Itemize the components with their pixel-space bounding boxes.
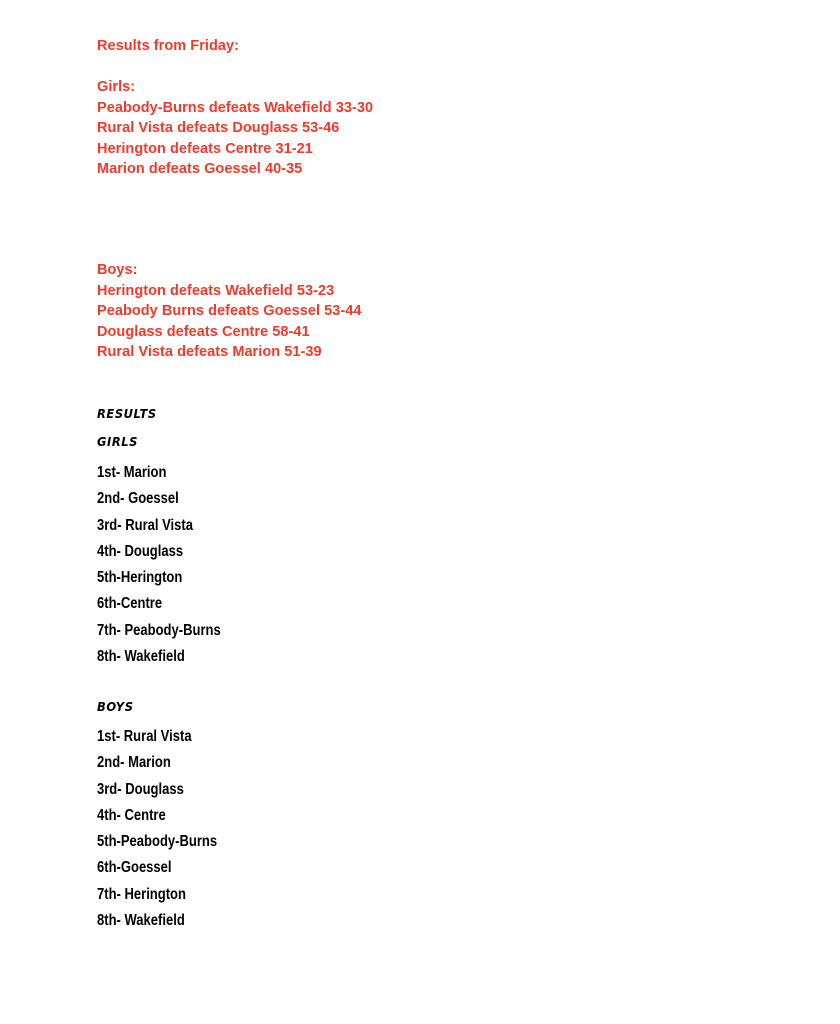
game-result: Douglass defeats Centre 58-41 [97,323,310,340]
standing-item: 3rd- Rural Vista [97,516,194,534]
friday-girls-section [97,77,373,180]
standing-item: 8th- Wakefield [97,912,185,930]
boys-standings-heading: BOYS [97,699,134,714]
standing-item: 1st- Marion [97,464,167,481]
game-result: Herington defeats Wakefield 53-23 [97,282,335,299]
friday-boys-section [97,260,361,363]
friday-boys-label: Boys: [97,262,138,278]
game-result: Herington defeats Centre 31-21 [97,140,313,157]
game-result: Rural Vista defeats Douglass 53-46 [97,120,340,136]
friday-girls-label: Girls: [97,79,136,95]
game-result: Peabody-Burns defeats Wakefield 33-30 [97,99,374,116]
friday-results-title: Results from Friday: [97,38,239,54]
standing-item: 8th- Wakefield [97,648,185,666]
standing-item: 6th-Goessel [97,859,172,877]
standing-item: 1st- Rural Vista [97,728,192,745]
standing-item: 2nd- Marion [97,754,171,772]
game-result: Peabody Burns defeats Goessel 53-44 [97,303,362,319]
girls-standings-heading: GIRLS [97,434,138,449]
standing-item: 4th- Centre [97,806,166,824]
standing-item: 6th-Centre [97,595,163,613]
game-result: Rural Vista defeats Marion 51-39 [97,344,322,360]
standing-item: 4th- Douglass [97,542,184,560]
standing-item: 3rd- Douglass [97,780,184,798]
boys-standings-list [97,724,240,934]
standings-heading: RESULTS [97,406,157,421]
standing-item: 5th-Peabody-Burns [97,833,218,851]
game-result: Marion defeats Goessel 40-35 [97,161,303,177]
standing-item: 5th-Herington [97,569,183,587]
girls-standings-list [97,460,244,670]
standing-item: 7th- Peabody-Burns [97,621,221,639]
standing-item: 2nd- Goessel [97,490,179,508]
standing-item: 7th- Herington [97,885,186,903]
